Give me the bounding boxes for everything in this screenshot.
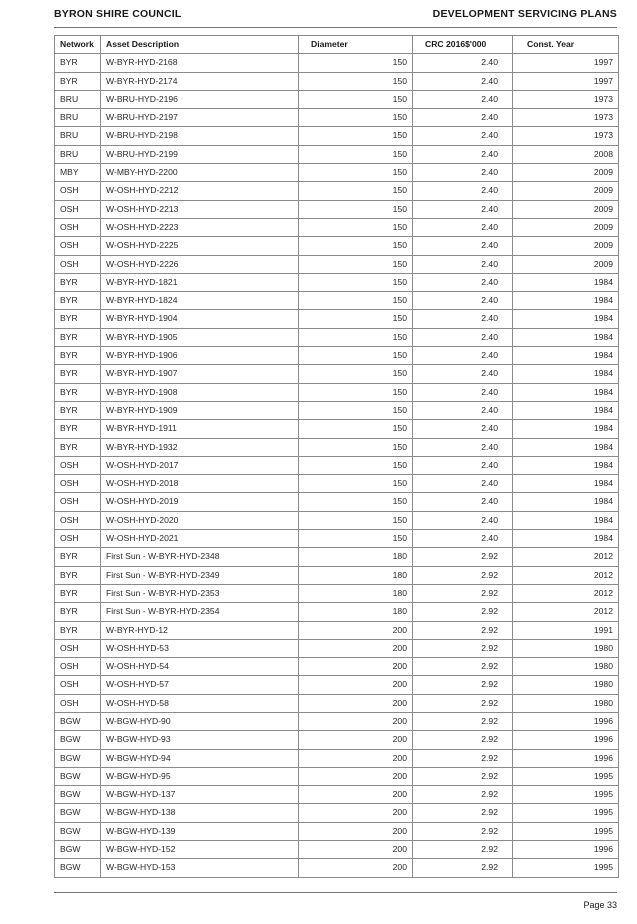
cell-network: OSH: [55, 182, 101, 200]
cell-diameter: 180: [299, 548, 413, 566]
cell-network: OSH: [55, 218, 101, 236]
cell-asset-description: W-OSH-HYD-53: [101, 639, 299, 657]
cell-const-year: 1995: [513, 859, 619, 877]
cell-const-year: 2009: [513, 164, 619, 182]
cell-diameter: 180: [299, 566, 413, 584]
table-row: [55, 694, 619, 712]
table-row: [55, 420, 619, 438]
cell-crc: 2.92: [413, 603, 513, 621]
cell-network: OSH: [55, 511, 101, 529]
cell-const-year: 1984: [513, 310, 619, 328]
cell-const-year: 1984: [513, 493, 619, 511]
asset-table: [54, 35, 619, 878]
cell-asset-description: First Sun - W-BYR-HYD-2348: [101, 548, 299, 566]
cell-const-year: 1995: [513, 804, 619, 822]
cell-asset-description: W-BGW-HYD-137: [101, 786, 299, 804]
cell-asset-description: W-MBY-HYD-2200: [101, 164, 299, 182]
cell-const-year: 2009: [513, 200, 619, 218]
cell-network: BYR: [55, 603, 101, 621]
cell-network: BRU: [55, 127, 101, 145]
cell-diameter: 150: [299, 164, 413, 182]
cell-const-year: 1980: [513, 639, 619, 657]
cell-diameter: 200: [299, 731, 413, 749]
cell-asset-description: W-OSH-HYD-2225: [101, 237, 299, 255]
cell-diameter: 180: [299, 603, 413, 621]
cell-diameter: 150: [299, 218, 413, 236]
cell-asset-description: First Sun - W-BYR-HYD-2349: [101, 566, 299, 584]
cell-const-year: 2012: [513, 603, 619, 621]
cell-network: OSH: [55, 255, 101, 273]
cell-diameter: 150: [299, 383, 413, 401]
cell-network: BYR: [55, 273, 101, 291]
table-row: [55, 182, 619, 200]
cell-diameter: 200: [299, 859, 413, 877]
cell-crc: 2.40: [413, 273, 513, 291]
cell-crc: 2.92: [413, 639, 513, 657]
cell-crc: 2.92: [413, 548, 513, 566]
cell-asset-description: W-OSH-HYD-2021: [101, 530, 299, 548]
cell-const-year: 1984: [513, 420, 619, 438]
cell-const-year: 1980: [513, 694, 619, 712]
table-row: [55, 383, 619, 401]
cell-crc: 2.40: [413, 493, 513, 511]
cell-diameter: 150: [299, 72, 413, 90]
cell-crc: 2.40: [413, 72, 513, 90]
cell-network: BGW: [55, 841, 101, 859]
cell-asset-description: W-BGW-HYD-152: [101, 841, 299, 859]
cell-crc: 2.40: [413, 475, 513, 493]
cell-crc: 2.92: [413, 767, 513, 785]
cell-const-year: 1996: [513, 749, 619, 767]
cell-asset-description: First Sun - W-BYR-HYD-2354: [101, 603, 299, 621]
cell-network: BYR: [55, 347, 101, 365]
cell-diameter: 150: [299, 475, 413, 493]
cell-diameter: 180: [299, 584, 413, 602]
table-row: [55, 401, 619, 419]
cell-network: BYR: [55, 548, 101, 566]
cell-const-year: 1984: [513, 383, 619, 401]
table-row: [55, 493, 619, 511]
cell-crc: 2.40: [413, 182, 513, 200]
cell-crc: 2.92: [413, 621, 513, 639]
cell-const-year: 2009: [513, 237, 619, 255]
cell-network: BGW: [55, 749, 101, 767]
cell-network: BRU: [55, 109, 101, 127]
header-divider: [54, 27, 617, 28]
cell-asset-description: W-BYR-HYD-1906: [101, 347, 299, 365]
cell-crc: 2.40: [413, 347, 513, 365]
table-row: [55, 475, 619, 493]
cell-asset-description: W-BRU-HYD-2198: [101, 127, 299, 145]
cell-network: OSH: [55, 200, 101, 218]
cell-asset-description: W-OSH-HYD-2019: [101, 493, 299, 511]
cell-const-year: 1980: [513, 658, 619, 676]
table-header-row: [55, 36, 619, 54]
cell-diameter: 150: [299, 511, 413, 529]
cell-asset-description: W-BYR-HYD-1932: [101, 438, 299, 456]
cell-network: OSH: [55, 639, 101, 657]
cell-asset-description: W-OSH-HYD-2223: [101, 218, 299, 236]
cell-crc: 2.92: [413, 712, 513, 730]
cell-diameter: 150: [299, 365, 413, 383]
cell-const-year: 2009: [513, 218, 619, 236]
table-row: [55, 804, 619, 822]
cell-network: BYR: [55, 54, 101, 72]
cell-diameter: 200: [299, 822, 413, 840]
cell-diameter: 200: [299, 639, 413, 657]
cell-const-year: 1997: [513, 54, 619, 72]
cell-network: BYR: [55, 365, 101, 383]
cell-const-year: 2012: [513, 566, 619, 584]
cell-crc: 2.92: [413, 566, 513, 584]
cell-const-year: 1984: [513, 273, 619, 291]
table-row: [55, 109, 619, 127]
cell-crc: 2.92: [413, 676, 513, 694]
cell-network: BYR: [55, 420, 101, 438]
cell-diameter: 150: [299, 145, 413, 163]
cell-asset-description: W-BYR-HYD-2168: [101, 54, 299, 72]
table-row: [55, 365, 619, 383]
cell-asset-description: W-OSH-HYD-2018: [101, 475, 299, 493]
cell-crc: 2.40: [413, 292, 513, 310]
cell-const-year: 1995: [513, 822, 619, 840]
cell-const-year: 1984: [513, 292, 619, 310]
cell-const-year: 2009: [513, 182, 619, 200]
column-header-diameter: Diameter: [299, 36, 413, 54]
cell-const-year: 1997: [513, 72, 619, 90]
cell-diameter: 150: [299, 255, 413, 273]
cell-crc: 2.40: [413, 218, 513, 236]
cell-crc: 2.40: [413, 200, 513, 218]
cell-asset-description: W-BYR-HYD-1821: [101, 273, 299, 291]
cell-asset-description: W-OSH-HYD-2226: [101, 255, 299, 273]
table-row: [55, 273, 619, 291]
table-row: [55, 676, 619, 694]
cell-diameter: 150: [299, 310, 413, 328]
table-row: [55, 584, 619, 602]
cell-crc: 2.40: [413, 401, 513, 419]
cell-const-year: 1984: [513, 401, 619, 419]
cell-asset-description: W-BYR-HYD-1908: [101, 383, 299, 401]
cell-network: BYR: [55, 292, 101, 310]
cell-network: BGW: [55, 786, 101, 804]
cell-diameter: 150: [299, 438, 413, 456]
table-row: [55, 621, 619, 639]
table-row: [55, 822, 619, 840]
cell-const-year: 1995: [513, 767, 619, 785]
cell-network: BRU: [55, 90, 101, 108]
cell-diameter: 200: [299, 841, 413, 859]
cell-crc: 2.40: [413, 530, 513, 548]
cell-asset-description: W-OSH-HYD-2213: [101, 200, 299, 218]
cell-crc: 2.40: [413, 109, 513, 127]
document-section-title: DEVELOPMENT SERVICING PLANS: [432, 8, 617, 20]
council-name: BYRON SHIRE COUNCIL: [54, 8, 182, 20]
table-row: [55, 237, 619, 255]
cell-network: OSH: [55, 493, 101, 511]
cell-asset-description: W-BYR-HYD-1904: [101, 310, 299, 328]
cell-diameter: 200: [299, 621, 413, 639]
cell-asset-description: W-BGW-HYD-139: [101, 822, 299, 840]
cell-const-year: 1996: [513, 731, 619, 749]
cell-crc: 2.92: [413, 749, 513, 767]
cell-asset-description: W-BGW-HYD-95: [101, 767, 299, 785]
table-row: [55, 72, 619, 90]
table-row: [55, 292, 619, 310]
cell-diameter: 200: [299, 767, 413, 785]
cell-asset-description: W-OSH-HYD-54: [101, 658, 299, 676]
table-row: [55, 712, 619, 730]
cell-network: BYR: [55, 72, 101, 90]
cell-diameter: 150: [299, 328, 413, 346]
table-row: [55, 548, 619, 566]
cell-network: BYR: [55, 310, 101, 328]
cell-asset-description: W-BYR-HYD-2174: [101, 72, 299, 90]
cell-crc: 2.92: [413, 859, 513, 877]
table-row: [55, 54, 619, 72]
cell-const-year: 1973: [513, 90, 619, 108]
cell-network: BYR: [55, 328, 101, 346]
cell-asset-description: W-BYR-HYD-1911: [101, 420, 299, 438]
cell-network: BGW: [55, 804, 101, 822]
cell-diameter: 150: [299, 493, 413, 511]
cell-const-year: 1984: [513, 456, 619, 474]
cell-const-year: 2012: [513, 584, 619, 602]
cell-crc: 2.92: [413, 694, 513, 712]
cell-diameter: 150: [299, 54, 413, 72]
cell-const-year: 1984: [513, 328, 619, 346]
cell-diameter: 150: [299, 292, 413, 310]
cell-network: BGW: [55, 822, 101, 840]
page-number: Page 33: [583, 900, 617, 910]
table-row: [55, 859, 619, 877]
table-row: [55, 566, 619, 584]
cell-network: BYR: [55, 621, 101, 639]
cell-const-year: 1973: [513, 109, 619, 127]
cell-network: OSH: [55, 530, 101, 548]
cell-const-year: 1984: [513, 365, 619, 383]
cell-network: OSH: [55, 694, 101, 712]
cell-asset-description: W-OSH-HYD-2212: [101, 182, 299, 200]
cell-asset-description: W-BRU-HYD-2199: [101, 145, 299, 163]
cell-asset-description: W-OSH-HYD-2020: [101, 511, 299, 529]
cell-diameter: 200: [299, 749, 413, 767]
cell-crc: 2.40: [413, 328, 513, 346]
cell-const-year: 1984: [513, 438, 619, 456]
cell-asset-description: W-BGW-HYD-138: [101, 804, 299, 822]
cell-crc: 2.40: [413, 438, 513, 456]
table-row: [55, 164, 619, 182]
table-row: [55, 530, 619, 548]
cell-asset-description: W-OSH-HYD-2017: [101, 456, 299, 474]
cell-network: MBY: [55, 164, 101, 182]
cell-asset-description: W-BYR-HYD-1905: [101, 328, 299, 346]
cell-asset-description: W-BGW-HYD-90: [101, 712, 299, 730]
cell-crc: 2.92: [413, 584, 513, 602]
cell-crc: 2.40: [413, 127, 513, 145]
cell-diameter: 200: [299, 804, 413, 822]
cell-const-year: 1996: [513, 841, 619, 859]
cell-const-year: 2008: [513, 145, 619, 163]
cell-diameter: 200: [299, 676, 413, 694]
table-row: [55, 731, 619, 749]
cell-network: OSH: [55, 456, 101, 474]
table-row: [55, 90, 619, 108]
cell-asset-description: W-BYR-HYD-1909: [101, 401, 299, 419]
cell-const-year: 1991: [513, 621, 619, 639]
cell-crc: 2.40: [413, 164, 513, 182]
cell-const-year: 1995: [513, 786, 619, 804]
cell-network: BYR: [55, 584, 101, 602]
cell-diameter: 200: [299, 694, 413, 712]
cell-diameter: 200: [299, 712, 413, 730]
cell-network: OSH: [55, 237, 101, 255]
cell-const-year: 1996: [513, 712, 619, 730]
cell-const-year: 1984: [513, 347, 619, 365]
cell-diameter: 150: [299, 182, 413, 200]
table-row: [55, 200, 619, 218]
table-row: [55, 639, 619, 657]
cell-crc: 2.92: [413, 804, 513, 822]
column-header-asset-description: Asset Description: [101, 36, 299, 54]
cell-crc: 2.40: [413, 456, 513, 474]
cell-asset-description: W-BRU-HYD-2197: [101, 109, 299, 127]
cell-network: BRU: [55, 145, 101, 163]
cell-const-year: 2012: [513, 548, 619, 566]
cell-network: BGW: [55, 767, 101, 785]
table-row: [55, 603, 619, 621]
cell-network: BYR: [55, 566, 101, 584]
table-row: [55, 347, 619, 365]
cell-diameter: 150: [299, 401, 413, 419]
cell-diameter: 150: [299, 90, 413, 108]
cell-const-year: 2009: [513, 255, 619, 273]
cell-asset-description: W-BYR-HYD-1824: [101, 292, 299, 310]
column-header-const-year: Const. Year: [513, 36, 619, 54]
cell-const-year: 1984: [513, 511, 619, 529]
cell-network: BGW: [55, 859, 101, 877]
cell-asset-description: W-BGW-HYD-94: [101, 749, 299, 767]
cell-crc: 2.40: [413, 420, 513, 438]
cell-crc: 2.40: [413, 145, 513, 163]
table-row: [55, 127, 619, 145]
cell-network: OSH: [55, 475, 101, 493]
cell-diameter: 150: [299, 456, 413, 474]
table-body: [55, 54, 619, 877]
table-row: [55, 438, 619, 456]
cell-network: BYR: [55, 438, 101, 456]
cell-diameter: 150: [299, 530, 413, 548]
table-row: [55, 841, 619, 859]
cell-crc: 2.40: [413, 383, 513, 401]
cell-crc: 2.40: [413, 54, 513, 72]
cell-const-year: 1984: [513, 530, 619, 548]
cell-crc: 2.92: [413, 786, 513, 804]
cell-asset-description: First Sun - W-BYR-HYD-2353: [101, 584, 299, 602]
cell-crc: 2.92: [413, 822, 513, 840]
cell-crc: 2.40: [413, 255, 513, 273]
cell-diameter: 150: [299, 109, 413, 127]
cell-crc: 2.92: [413, 841, 513, 859]
cell-network: BYR: [55, 383, 101, 401]
cell-diameter: 150: [299, 127, 413, 145]
cell-diameter: 150: [299, 347, 413, 365]
cell-asset-description: W-BYR-HYD-12: [101, 621, 299, 639]
table-row: [55, 786, 619, 804]
table-row: [55, 767, 619, 785]
asset-table-container: [54, 35, 618, 878]
cell-diameter: 150: [299, 420, 413, 438]
table-row: [55, 310, 619, 328]
cell-const-year: 1984: [513, 475, 619, 493]
cell-network: BYR: [55, 401, 101, 419]
cell-crc: 2.40: [413, 310, 513, 328]
cell-asset-description: W-BRU-HYD-2196: [101, 90, 299, 108]
cell-asset-description: W-BGW-HYD-93: [101, 731, 299, 749]
cell-crc: 2.92: [413, 658, 513, 676]
column-header-crc: CRC 2016$'000: [413, 36, 513, 54]
cell-crc: 2.92: [413, 731, 513, 749]
column-header-network: Network: [55, 36, 101, 54]
cell-diameter: 150: [299, 200, 413, 218]
cell-network: BGW: [55, 712, 101, 730]
cell-asset-description: W-BYR-HYD-1907: [101, 365, 299, 383]
cell-asset-description: W-OSH-HYD-57: [101, 676, 299, 694]
cell-diameter: 200: [299, 658, 413, 676]
table-row: [55, 749, 619, 767]
table-row: [55, 328, 619, 346]
cell-diameter: 150: [299, 237, 413, 255]
cell-crc: 2.40: [413, 237, 513, 255]
table-row: [55, 456, 619, 474]
table-row: [55, 255, 619, 273]
cell-const-year: 1980: [513, 676, 619, 694]
table-row: [55, 145, 619, 163]
cell-network: OSH: [55, 676, 101, 694]
cell-crc: 2.40: [413, 90, 513, 108]
table-row: [55, 218, 619, 236]
table-row: [55, 511, 619, 529]
cell-crc: 2.40: [413, 511, 513, 529]
cell-diameter: 200: [299, 786, 413, 804]
cell-diameter: 150: [299, 273, 413, 291]
cell-asset-description: W-BGW-HYD-153: [101, 859, 299, 877]
table-row: [55, 658, 619, 676]
cell-const-year: 1973: [513, 127, 619, 145]
cell-network: BGW: [55, 731, 101, 749]
cell-asset-description: W-OSH-HYD-58: [101, 694, 299, 712]
cell-network: OSH: [55, 658, 101, 676]
cell-crc: 2.40: [413, 365, 513, 383]
footer-divider: [54, 892, 617, 893]
